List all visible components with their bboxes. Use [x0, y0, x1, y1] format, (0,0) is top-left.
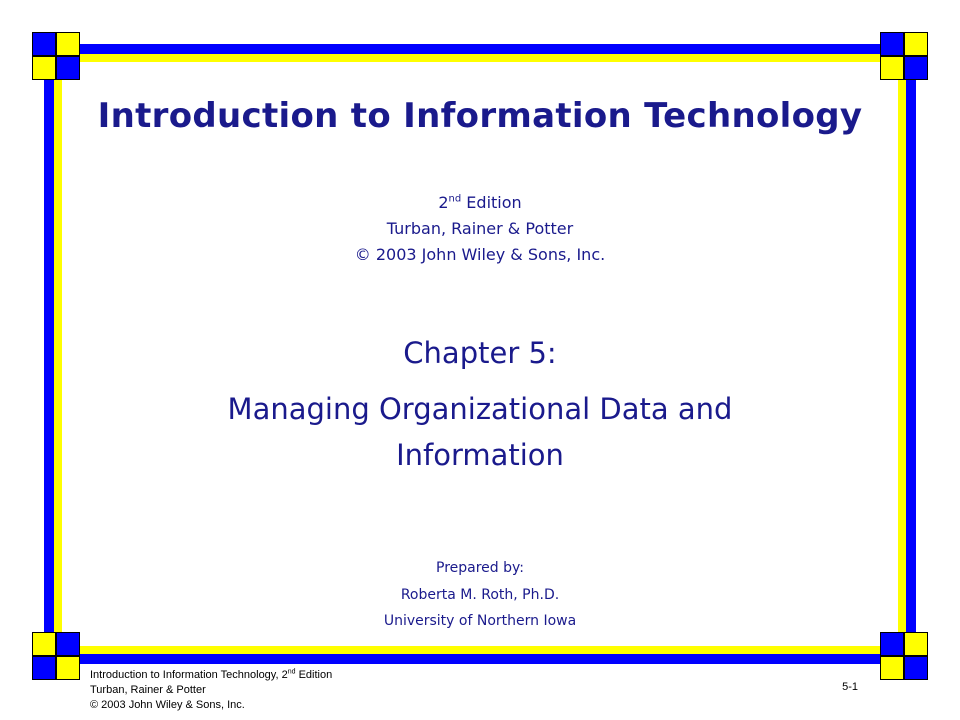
corner-block-top-right [880, 32, 928, 80]
edition-suffix: nd [448, 193, 462, 205]
authors-line: Turban, Rainer & Potter [386, 219, 574, 238]
border-bottom-blue [56, 654, 904, 664]
footer-line1 [90, 668, 332, 683]
footer-line2: Turban, Rainer & Potter [90, 684, 206, 696]
chapter-title-line2: Information [396, 438, 564, 472]
corner-block-bottom-right [880, 632, 928, 680]
page-number: 5-1 [842, 681, 858, 693]
prepared-by-label: Prepared by: [436, 560, 524, 576]
preparer-name: Roberta M. Roth, Ph.D. [400, 587, 560, 603]
chapter-title-line1: Managing Organizational Data and [227, 392, 733, 426]
edition-label: Edition [466, 193, 522, 212]
footer-line1-suffix: Edition [295, 669, 333, 681]
footer-line1-prefix: Introduction to Information Technology, 2 [90, 669, 288, 681]
edition-number: 2 [438, 193, 449, 212]
corner-block-bottom-left [32, 632, 80, 680]
border-bottom-yellow [56, 646, 904, 654]
border-top-blue [56, 44, 904, 54]
edition-line [0, 193, 960, 212]
footer-line1-sup: nd [287, 668, 296, 676]
preparer-institution: University of Northern Iowa [383, 613, 577, 629]
copyright-line: © 2003 John Wiley & Sons, Inc. [354, 245, 606, 264]
border-top-yellow [56, 54, 904, 62]
chapter-number: Chapter 5: [403, 336, 557, 370]
corner-block-top-left [32, 32, 80, 80]
slide-title: Introduction to Information Technology [97, 96, 863, 136]
slide-footer [90, 668, 332, 713]
footer-line3: © 2003 John Wiley & Sons, Inc. [90, 699, 245, 711]
